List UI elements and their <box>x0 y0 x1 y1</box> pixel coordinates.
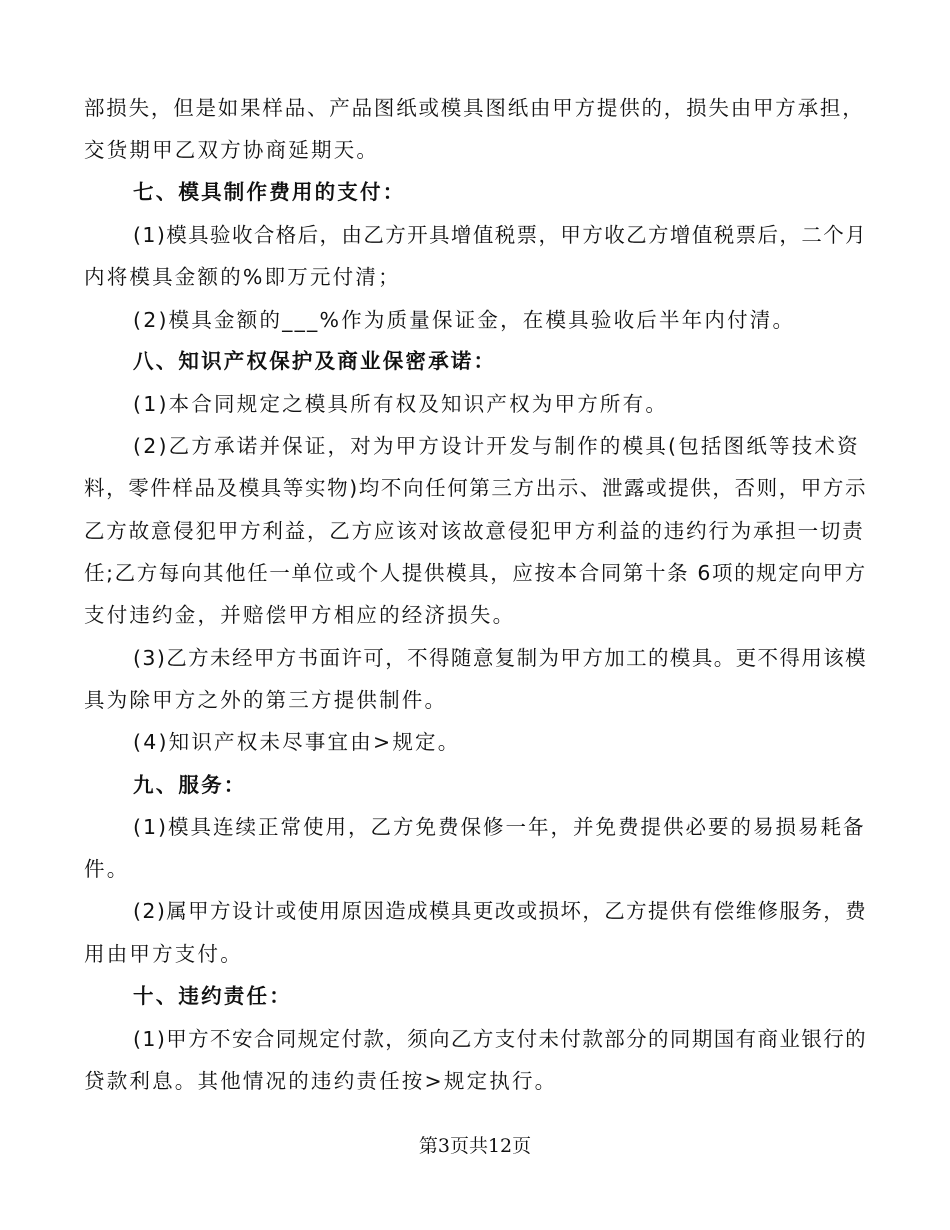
paragraph-line: 件。 <box>84 857 130 881</box>
paragraph-line: (3)乙方未经甲方书面许可，不得随意复制为甲方加工的模具。更不得用该模 <box>133 646 868 670</box>
paragraph-line: 料，零件样品及模具等实物)均不向任何第三方出示、泄露或提供，否则，甲方示 <box>84 476 868 500</box>
paragraph-line: 具为除甲方之外的第三方提供制件。 <box>84 688 448 712</box>
paragraph-line: (1)模具验收合格后，由乙方开具增值税票，甲方收乙方增值税票后，二个月 <box>133 223 868 247</box>
paragraph-line: 内将模具金额的%即万元付清； <box>84 265 401 289</box>
paragraph-line: 交货期甲乙双方协商延期天。 <box>84 138 380 162</box>
paragraph-line: (2)乙方承诺并保证，对为甲方设计开发与制作的模具(包括图纸等技术资 <box>133 434 860 458</box>
section-heading-9: 九、服务： <box>133 773 247 797</box>
page-number: 第3页共12页 <box>418 1135 532 1157</box>
paragraph-line: 乙方故意侵犯甲方利益，乙方应该对该故意侵犯甲方利益的违约行为承担一切责 <box>84 519 865 543</box>
paragraph-line: (1)甲方不安合同规定付款，须向乙方支付未付款部分的同期国有商业银行的 <box>133 1027 868 1051</box>
paragraph-line: 任;乙方每向其他任一单位或个人提供模具，应按本合同第十条 6项的规定向甲方 <box>84 561 867 585</box>
paragraph-line: 部损失，但是如果样品、产品图纸或模具图纸由甲方提供的，损失由甲方承担， <box>84 96 865 120</box>
paragraph-line: 用由甲方支付。 <box>84 942 243 966</box>
paragraph-line: (2)模具金额的___%作为质量保证金，在模具验收后半年内付清。 <box>133 308 796 332</box>
paragraph-line: 贷款利息。其他情况的违约责任按>规定执行。 <box>84 1069 558 1093</box>
section-heading-7: 七、模具制作费用的支付： <box>133 180 406 204</box>
paragraph-line: (1)本合同规定之模具所有权及知识产权为甲方所有。 <box>133 392 669 416</box>
section-heading-8: 八、知识产权保护及商业保密承诺： <box>133 349 497 373</box>
paragraph-line: (1)模具连续正常使用，乙方免费保修一年，并免费提供必要的易损易耗备 <box>133 815 866 839</box>
paragraph-line: (4)知识产权未尽事宜由>规定。 <box>133 730 461 754</box>
paragraph-line: (2)属甲方设计或使用原因造成模具更改或损坏，乙方提供有偿维修服务，费 <box>133 899 868 923</box>
section-heading-10: 十、违约责任： <box>133 984 292 1008</box>
paragraph-line: 支付违约金，并赔偿甲方相应的经济损失。 <box>84 603 516 627</box>
